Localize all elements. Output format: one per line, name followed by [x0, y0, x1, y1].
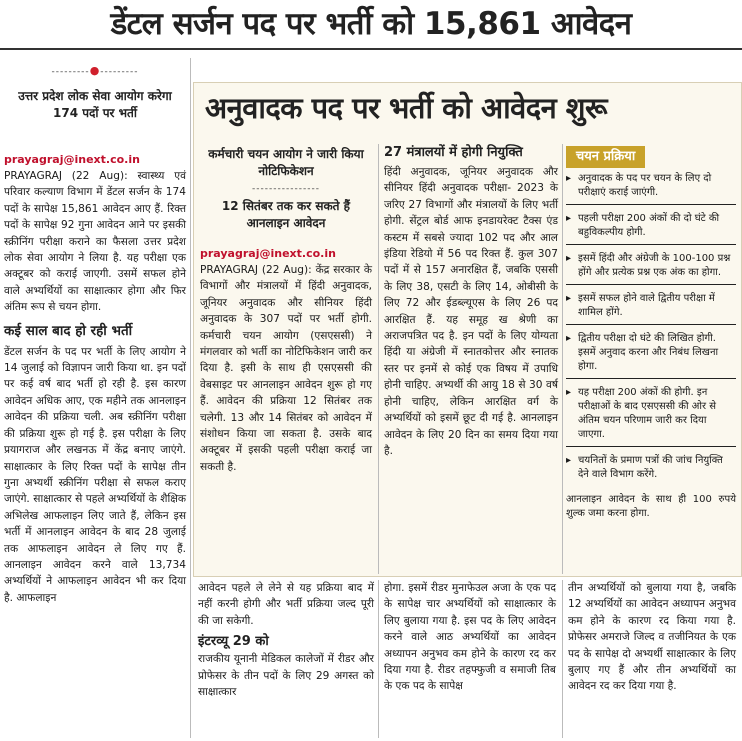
box-byline: prayagraj@inext.co.in: [200, 247, 336, 260]
sidebar-heading: चयन प्रक्रिया: [566, 146, 645, 168]
divider-dots: ----------------: [252, 184, 320, 194]
box-column-1: [200, 144, 372, 475]
box-subhead-2: 12 सितंबर तक कर सकते हैं आनलाइन आवेदन: [221, 199, 351, 230]
divider-dots: ---------●---------: [51, 64, 139, 77]
list-item: ▸ अनुवादक के पद पर चयन के लिए दो परीक्षाएं कराई जाएंगी.: [566, 172, 736, 205]
triangle-bullet-icon: ▸: [566, 213, 572, 224]
left-heading-2: कई साल बाद हो रही भर्ती: [4, 322, 133, 339]
box-subhead-1: कर्मचारी चयन आयोग ने जारी किया नोटिफिकेशन: [208, 147, 364, 178]
box-title: अनुवादक पद पर भर्ती को आवेदन शुरू: [205, 91, 608, 125]
box-paragraph-2: हिंदी अनुवादक, जूनियर अनुवादक और सीनियर हिंदी अनुवादक परीक्षा- 2023 के जरिए 27 विभागों और मंत्रालयों के लिए भर्ती होगी. सेंट्रल बोर्ड आफ इनडायरेक्ट टैक्स एंड कस्टम में सबसे ज्यादा 102 पद और आल इंडिया रेडियो में 56 पद रिक्त हैं. कुल 307 पदों में से 157 अनारक्षित हैं, जबकि एससी के लिए 38, एसटी के लिए 14, ओबीसी के लिए 72 और ईडब्ल्यूएस के लिए 26 पद आरक्षित हैं. यह समूह ख श्रेणी का अराजपत्रित पद है. इन पदों के लिए योग्यता हिंदी या अंग्रेजी में स्नातकोत्तर और स्नातक स्तर पर इनमें से कोई एक विषय में उपाधि होनी चाहिए. अभ्यर्थी की आयु 18 से 30 वर्ष होनी चाहिए, लेकिन आरक्षित वर्ग के अभ्यर्थियों को इसमें छूट दी गई है. आनलाइन आवेदन के लिए 20 दिन का समय दिया गया है.: [384, 166, 558, 457]
box-divider: [562, 144, 563, 574]
box-paragraph-1: PRAYAGRAJ (22 Aug): केंद्र सरकार के विभागों और मंत्रालयों में हिंदी अनुवादक, जूनियर अनुवादक और सीनियर हिंदी अनुवादक के 307 पदों पर भर्ती होगी. कर्मचारी चयन आयोग (एसएससी) ने मंगलवार को भर्ती का नोटिफिकेशन जारी कर दिया है. इसी के साथ ही एसएससी की वेबसाइट पर आनलाइन आवेदन शुरू हो गए हैं. आवेदन की प्रक्रिया 12 सितंबर तक चलेगी. 13 और 14 सितंबर को आवेदन में संशोधन किया जा सकता है. उसके बाद अक्टूबर में इसकी पहली परीक्षा कराई जा सकती है.: [200, 264, 372, 473]
triangle-bullet-icon: ▸: [566, 293, 572, 304]
left-paragraph-2: डेंटल सर्जन के पद पर भर्ती के लिए आयोग ने 14 जुलाई को विज्ञापन जारी किया था. इन पदों पर कई वर्ष बाद भर्ती हो रही है. इस कारण आवेदन अधिक आए, एक महीने तक आनलाइन आवेदन की प्रक्रिया चली. अब स्क्रीनिंग परीक्षा की प्रक्रिया शुरू हो गई है. इस परीक्षा के लिए प्रयागराज और लखनऊ में केंद्र बनाए जाएंगे. साक्षात्कार के लिए रिक्त पदों के सापेक्ष तीन गुना अभ्यर्थी स्क्रीनिंग परीक्षा से सफल कराए जाएंगे. साक्षात्कार से पहले अभ्यर्थियों के शैक्षिक अभिलेख आफलाइन लिए जाते हैं, लेकिन इस भर्ती में आनलाइन आवेदन के बाद 28 जुलाई तक आफलाइन आवेदन ले लिए गए हैं. आनलाइन आवेदन करने वाले 13,734 अभ्यर्थियों ने आफलाइन आवेदन भी कर दिया है. आफलाइन: [4, 345, 186, 604]
bottom-column-2: [384, 580, 556, 695]
list-item: ▸ पहली परीक्षा 200 अंकों की दो घंटे की बहुविकल्पीय होगी.: [566, 212, 736, 245]
triangle-bullet-icon: ▸: [566, 173, 572, 184]
bottom-paragraph-3: तीन अभ्यर्थियों को बुलाया गया है, जबकि 12 अभ्यर्थियों का आवेदन अध्यापन अनुभव कम होने के कारण रद किया गया है. प्रोफेसर अमराजे जिल्द व तजीनियत के एक पद के सापेक्ष दो अभ्यर्थी साक्षात्कार के लिए बुलाए गए हैं और तीन अभ्यर्थियों का आवेदन रद कर दिया गया है.: [568, 582, 736, 693]
triangle-bullet-icon: ▸: [566, 333, 572, 344]
left-byline: prayagraj@inext.co.in: [4, 153, 140, 166]
triangle-bullet-icon: ▸: [566, 253, 572, 264]
sidebar-list: [566, 172, 736, 486]
box-divider: [378, 144, 379, 574]
left-column: [4, 66, 186, 606]
bottom-paragraph-2: होगा. इसमें रीडर मुनाफेउल अजा के एक पद के सापेक्ष चार अभ्यर्थियों को साक्षात्कार के लिए बुलाया गया है. इस पद के लिए आवेदन करने वाले आठ अभ्यर्थियों का आवेदन अध्यापन अनुभव कम होने के कारण रद कर दिया गया है. रीडर तहफ्फुजी व समाजी तिब के एक पद के सापेक्ष: [384, 582, 556, 693]
main-headline: डेंटल सर्जन पद पर भर्ती को 15,861 आवेदन: [110, 6, 632, 42]
bottom-paragraph-1b: राजकीय यूनानी मेडिकल कालेजों में रीडर और प्रोफेसर के तीन पदों के लिए 29 अगस्त को साक्षात्कार: [198, 653, 374, 699]
interview-heading: इंटरव्यू 29 को: [198, 634, 269, 650]
bottom-paragraph-1: आवेदन पहले ले लेने से यह प्रक्रिया बाद में नहीं करनी होगी और भर्ती प्रक्रिया जल्द पूरी की जा सकेगी.: [198, 582, 374, 627]
box-column-2: [384, 144, 558, 459]
left-paragraph-1: PRAYAGRAJ (22 Aug): स्वास्थ्य एवं परिवार कल्याण विभाग में डेंटल सर्जन के 174 पदों के सापेक्ष 15,861 आवेदन आए हैं. रिक्त पदों के सापेक्ष 92 गुना आवेदन आने पर इसकी स्क्रीनिंग परीक्षा कराने का फैसला उत्तर प्रदेश लोक सेवा आयोग ने लिया है. यह परीक्षा एक अक्टूबर को कराई जाएगी. उसमें सफल होने वाले अभ्यर्थियों का साक्षात्कार होगा और फिर अंतिम रूप से चयन होगा.: [4, 170, 186, 314]
headline-rule: [0, 48, 742, 50]
triangle-bullet-icon: ▸: [566, 455, 572, 466]
list-item: ▸ चयनितों के प्रमाण पत्रों की जांच नियुक्ति देने वाले विभाग करेंगे.: [566, 455, 723, 480]
list-item: ▸ यह परीक्षा 200 अंकों की होगी. इन परीक्षाओं के बाद एसएससी की ओर से अंतिम चयन परिणाम जारी कर दिया जाएगा.: [566, 386, 736, 447]
column-divider: [190, 58, 191, 738]
sidebar-footer: आनलाइन आवेदन के साथ ही 100 रुपये शुल्क जमा करना होगा.: [566, 494, 736, 519]
box-heading-2: 27 मंत्रालयों में होगी नियुक्ति: [384, 145, 523, 160]
left-subhead: उत्तर प्रदेश लोक सेवा आयोग करेगा 174 पदों पर भर्ती: [18, 89, 172, 120]
list-item: ▸ द्वितीय परीक्षा दो घंटे की लिखित होगी. इसमें अनुवाद करना और निबंध लिखना होगा.: [566, 332, 736, 379]
list-item: ▸ इसमें सफल होने वाले द्वितीय परीक्षा में शामिल होंगे.: [566, 292, 736, 325]
bottom-column-3: [568, 580, 736, 695]
column-divider: [378, 580, 379, 738]
selection-sidebar: [566, 145, 736, 573]
list-item: ▸ इसमें हिंदी और अंग्रेजी के 100-100 प्रश्न होंगे और प्रत्येक प्रश्न एक अंक का होगा.: [566, 252, 736, 285]
column-divider: [562, 580, 563, 738]
triangle-bullet-icon: ▸: [566, 387, 572, 398]
bottom-column-1: [198, 580, 374, 700]
